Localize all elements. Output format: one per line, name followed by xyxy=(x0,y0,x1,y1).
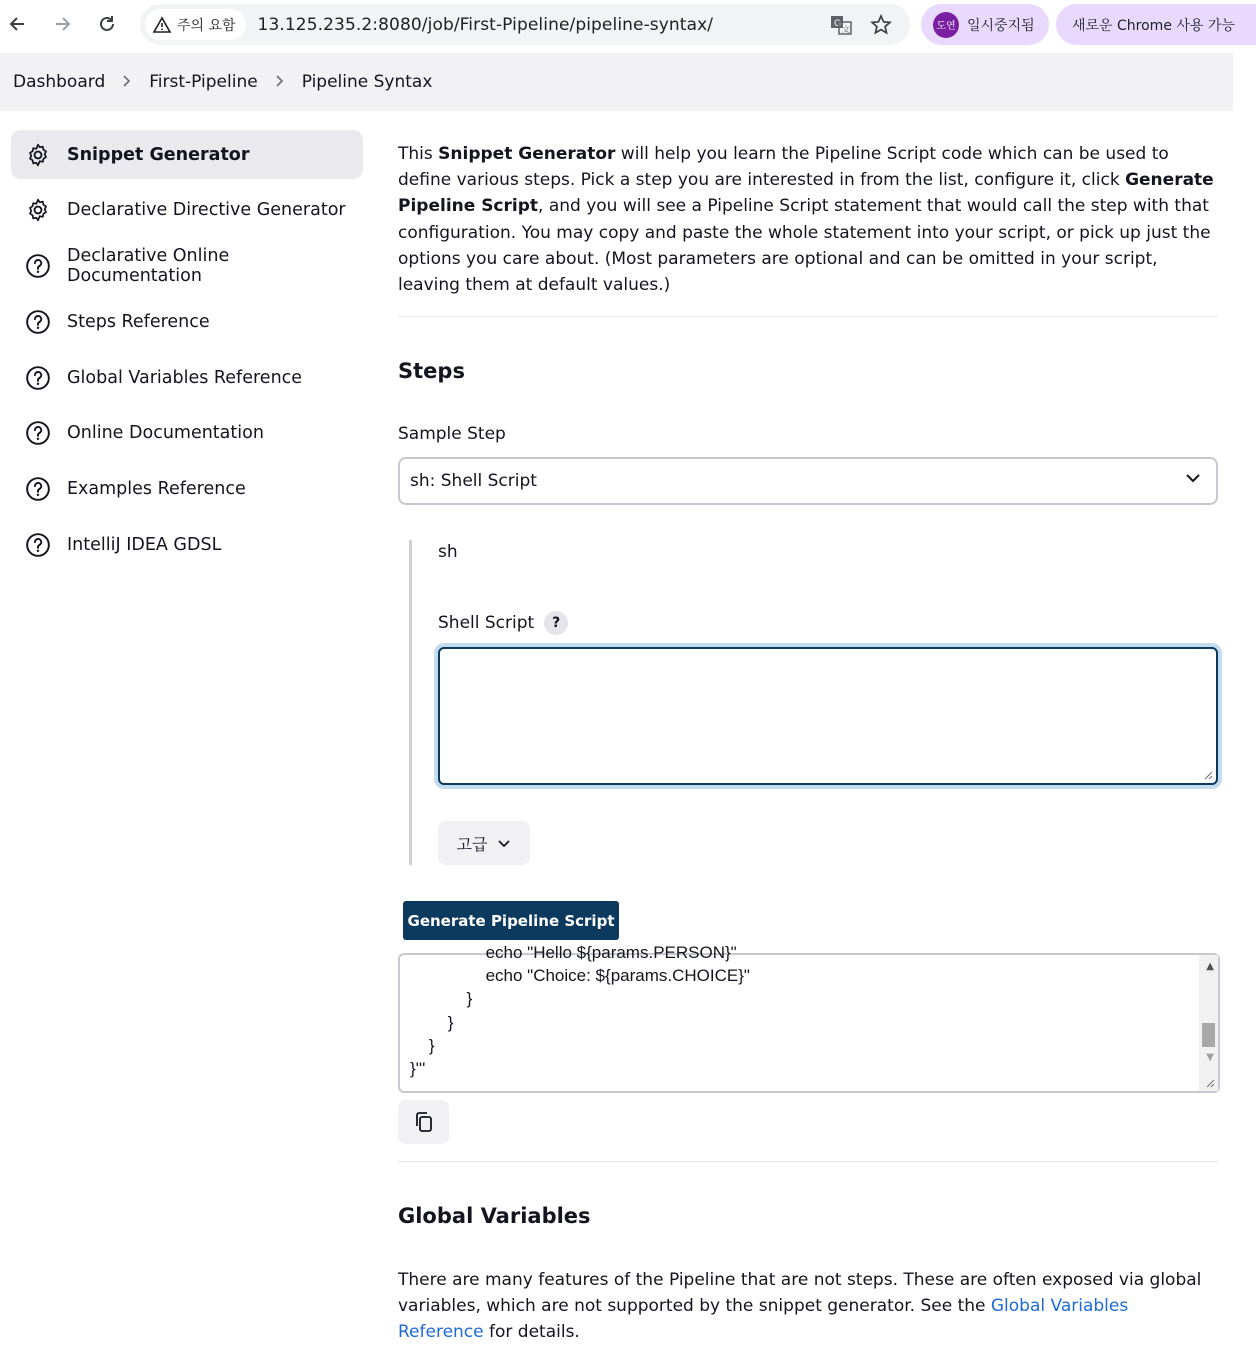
sidebar-item-label: Declarative Online Documentation xyxy=(67,246,230,287)
help-circle-icon xyxy=(26,533,50,557)
generated-script-output[interactable] xyxy=(398,943,1220,1093)
svg-text:G: G xyxy=(834,18,841,29)
sample-step-label: Sample Step xyxy=(398,424,506,444)
chevron-down-icon xyxy=(497,836,511,850)
profile-chip[interactable] xyxy=(921,4,1049,45)
generate-pipeline-script-button[interactable]: Generate Pipeline Script xyxy=(403,901,619,940)
gear-icon xyxy=(26,143,50,167)
scroll-up-arrow-icon[interactable]: ▲ xyxy=(1206,961,1214,972)
security-label: 주의 요함 xyxy=(177,17,236,34)
advanced-button[interactable] xyxy=(438,821,530,865)
advanced-label: 고급 xyxy=(456,834,488,854)
resize-grip-icon[interactable] xyxy=(1205,1078,1215,1088)
global-variables-heading: Global Variables xyxy=(398,1204,591,1228)
sidebar-item-label: Online Documentation xyxy=(67,423,264,444)
bookmark-star-icon[interactable] xyxy=(870,14,892,36)
scroll-down-arrow-icon[interactable]: ▼ xyxy=(1206,1052,1214,1063)
global-variables-text: There are many features of the Pipeline that are not steps. These are often exposed via global variables, which are not supported by the snippet generator. See the Global Variables Reference for details. xyxy=(398,1270,1202,1343)
copy-icon xyxy=(413,1111,435,1133)
help-icon[interactable]: ? xyxy=(544,611,568,635)
sidebar-item-label: Examples Reference xyxy=(67,479,246,500)
profile-status: 일시중지됨 xyxy=(967,17,1035,34)
steps-heading: Steps xyxy=(398,359,465,383)
svg-text:文: 文 xyxy=(842,24,850,34)
gear-icon xyxy=(26,198,50,222)
shell-script-label: Shell Script xyxy=(438,613,535,633)
scrollbar[interactable] xyxy=(1199,955,1218,1091)
shell-script-textarea[interactable] xyxy=(438,647,1218,785)
help-circle-icon xyxy=(26,477,50,501)
breadcrumb-separator xyxy=(274,73,286,92)
sidebar-item-label: Declarative Directive Generator xyxy=(67,200,346,221)
breadcrumb-pipeline-syntax[interactable]: Pipeline Syntax xyxy=(301,72,433,92)
help-circle-icon xyxy=(26,310,50,334)
copy-button[interactable] xyxy=(398,1100,449,1144)
sidebar-item-declarative-directive-generator[interactable] xyxy=(11,186,363,235)
security-chip[interactable] xyxy=(145,9,246,40)
scrollbar-thumb[interactable] xyxy=(1202,1023,1215,1047)
intro-bold-snippet-generator: Snippet Generator xyxy=(438,144,616,164)
sidebar-item-global-variables-reference[interactable] xyxy=(11,353,363,402)
translate-icon[interactable] xyxy=(830,14,852,36)
sidebar-item-examples-reference[interactable] xyxy=(11,465,363,514)
sidebar-item-label: Global Variables Reference xyxy=(67,367,303,388)
breadcrumb-dashboard[interactable]: Dashboard xyxy=(13,72,106,92)
shell-script-label-row xyxy=(438,611,568,635)
step-name: sh xyxy=(438,542,458,562)
chevron-down-icon xyxy=(1184,469,1202,487)
back-arrow-icon[interactable] xyxy=(2,8,34,40)
update-chrome-chip[interactable] xyxy=(1056,4,1256,45)
forward-arrow-icon[interactable] xyxy=(46,8,78,40)
breadcrumb-separator xyxy=(121,73,133,92)
address-bar[interactable] xyxy=(140,4,910,45)
resize-grip-icon[interactable] xyxy=(1203,770,1213,780)
main-content xyxy=(398,141,1218,298)
sidebar-item-label: IntelliJ IDEA GDSL xyxy=(67,535,222,556)
sidebar-item-declarative-online-documentation[interactable] xyxy=(11,242,363,291)
nested-section-rule xyxy=(409,540,412,865)
intro-text: This Snippet Generator will help you learn the Pipeline Script code which can be used to define various steps. Pick a step you are interested in from the list, configure it, click Generate Pipeline Script, and you will see a Pipeline Script statement that would call the step with that configuration. You may copy and paste the whole statement into your script, or pick up just the options you care about. (Most parameters are optional and can be omitted in your script, leaving them at default values.) xyxy=(398,144,1214,296)
sidebar-item-online-documentation[interactable] xyxy=(11,409,363,458)
sidebar-item-steps-reference[interactable] xyxy=(11,297,363,346)
sample-step-select[interactable] xyxy=(398,457,1218,505)
generated-script-text: echo "Hello ${params.PERSON}" echo "Choice: ${params.CHOICE}" } } } }''' xyxy=(410,943,750,1079)
intro-bold-generate-pipeline-script: Generate Pipeline Script xyxy=(398,170,1214,217)
help-circle-icon xyxy=(26,254,50,278)
sample-step-value: sh: Shell Script xyxy=(410,471,537,491)
url-text[interactable]: 13.125.235.2:8080/job/First-Pipeline/pipeline-syntax/ xyxy=(257,14,714,35)
sidebar xyxy=(11,130,363,576)
avatar: 도연 xyxy=(933,12,959,38)
warning-icon xyxy=(153,16,171,34)
sidebar-item-label: Snippet Generator xyxy=(67,144,250,165)
breadcrumb-first-pipeline[interactable]: First-Pipeline xyxy=(149,72,258,92)
sidebar-item-intellij-idea-gdsl[interactable] xyxy=(11,521,363,570)
help-circle-icon xyxy=(26,421,50,445)
breadcrumb xyxy=(0,53,1233,111)
sidebar-item-snippet-generator[interactable] xyxy=(11,130,363,179)
sidebar-item-label: Steps Reference xyxy=(67,311,210,332)
global-variables-reference-link[interactable]: Global Variables Reference xyxy=(398,1296,1129,1343)
reload-icon[interactable] xyxy=(91,8,123,40)
divider xyxy=(398,316,1218,317)
help-circle-icon xyxy=(26,366,50,390)
divider xyxy=(398,1161,1218,1162)
browser-toolbar xyxy=(0,0,1233,50)
update-label: 새로운 Chrome 사용 가능 xyxy=(1072,17,1235,34)
